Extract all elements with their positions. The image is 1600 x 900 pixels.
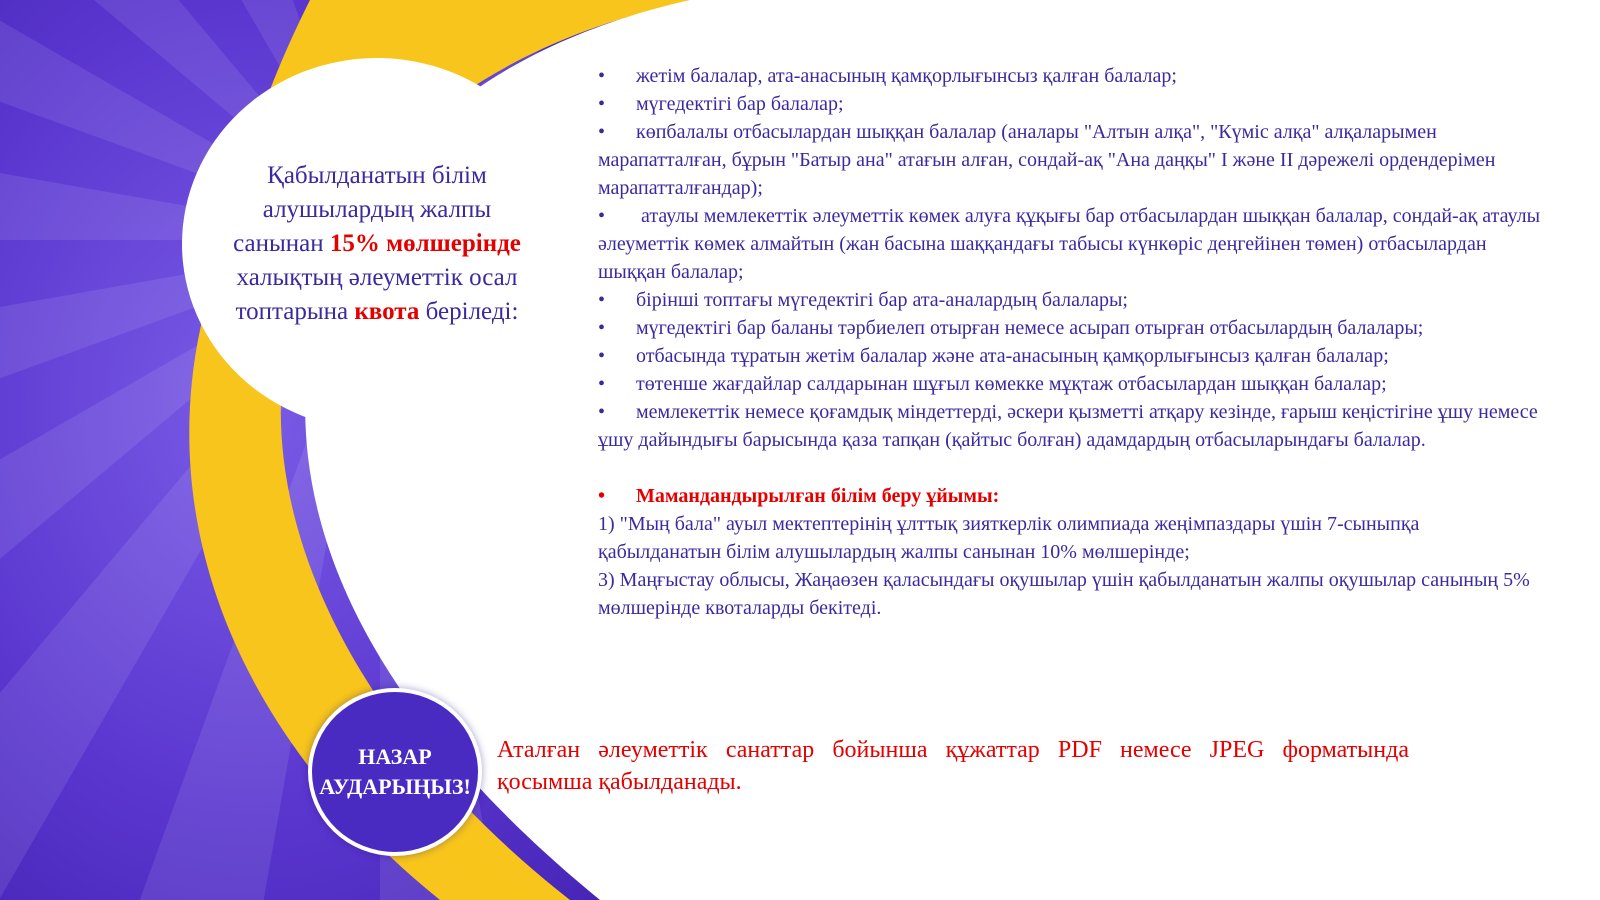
categories-content xyxy=(598,62,1543,622)
bullet-icon: • xyxy=(598,93,606,115)
bullet-icon: • xyxy=(598,289,606,311)
category-item xyxy=(598,118,1543,202)
category-text: мүгедектігі бар баланы тәрбиелеп отырған немесе асырап отырған отбасылардың балалары; xyxy=(636,317,1424,339)
bullet-icon: • xyxy=(598,121,606,143)
spacer xyxy=(598,454,1543,482)
quota-text-part1: Қабылданатын білім алушылардың жалпы санынан xyxy=(233,162,492,257)
category-text: бірінші топтағы мүгедектігі бар ата-аналардың балалары; xyxy=(636,289,1128,311)
bullet-icon: • xyxy=(598,401,606,423)
quota-text xyxy=(232,159,522,329)
quota-text-part2: халықтың әлеуметтік осал топтарына xyxy=(235,264,518,325)
category-item xyxy=(598,202,1543,286)
specialized-item: 3) Маңғыстау облысы, Жаңаөзен қаласындағы оқушылар үшін қабылданатын жалпы оқушылар санының 5% мөлшерінде квоталарды бекітеді. xyxy=(598,569,1530,619)
quota-keyword: квота xyxy=(354,298,420,325)
bullet-icon: • xyxy=(598,65,606,87)
notice-text: Аталған әлеуметтік санаттар бойынша құжаттар PDF немесе JPEG форматында қосымша қабылданады. xyxy=(497,737,1409,795)
bullet-icon: • xyxy=(598,485,606,507)
quota-text-part3: беріледі: xyxy=(425,298,519,325)
bullet-icon: • xyxy=(598,345,606,367)
attention-line1: НАЗАР xyxy=(358,744,432,769)
category-text: көпбалалы отбасылардан шыққан балалар (аналары "Алтын алқа", "Күміс алқа" алқаларымен марапатталған, бұрын "Батыр ана" атағын алған, сондай-ақ "Ана даңқы" I және II дәрежелі ордендерімен марапатталғандар); xyxy=(598,121,1496,199)
quota-circle xyxy=(182,58,572,430)
category-text: жетім балалар, ата-анасының қамқорлығынсыз қалған балалар; xyxy=(636,65,1177,87)
category-item xyxy=(598,370,1543,398)
bullet-icon: • xyxy=(598,205,606,227)
category-item xyxy=(598,342,1543,370)
attention-text xyxy=(319,742,471,802)
category-item xyxy=(598,286,1543,314)
category-item xyxy=(598,90,1543,118)
specialized-heading xyxy=(598,482,1543,510)
specialized-heading-text: Мамандандырылған білім беру ұйымы: xyxy=(636,485,1000,507)
attention-badge xyxy=(308,688,482,856)
category-text: отбасында тұратын жетім балалар және ата-анасының қамқорлығынсыз қалған балалар; xyxy=(636,345,1389,367)
category-text: төтенше жағдайлар салдарынан шұғыл көмекке мұқтаж отбасылардан шыққан балалар; xyxy=(636,373,1387,395)
quota-percentage: 15% мөлшерінде xyxy=(329,230,521,257)
specialized-item: 1) "Мың бала" ауыл мектептерінің ұлттық зияткерлік олимпиада жеңімпаздары үшін 7-сыныпқа қабылданатын білім алушылардың жалпы санынан 10% мөлшерінде; xyxy=(598,513,1420,563)
category-item xyxy=(598,62,1543,90)
category-text: атаулы мемлекеттік әлеуметтік көмек алуға құқығы бар отбасылардан шыққан балалар, сондай-ақ атаулы әлеуметтік көмек алмайтын (жан басына шаққандағы табысы күнкөріс деңгейінен төмен) отбасылардан шыққан балалар; xyxy=(598,205,1541,283)
category-text: мүгедектігі бар балалар; xyxy=(636,93,844,115)
category-item xyxy=(598,398,1543,454)
bullet-icon: • xyxy=(598,317,606,339)
bullet-icon: • xyxy=(598,373,606,395)
category-text: мемлекеттік немесе қоғамдық міндеттерді, әскери қызметті атқару кезінде, ғарыш кеңістігіне ұшу немесе ұшу дайындығы барысында қаза тапқан (қайтыс болған) адамдардың отбасыларындағы балалар. xyxy=(598,401,1538,451)
category-item xyxy=(598,314,1543,342)
attention-line2: АУДАРЫҢЫЗ! xyxy=(319,774,471,799)
